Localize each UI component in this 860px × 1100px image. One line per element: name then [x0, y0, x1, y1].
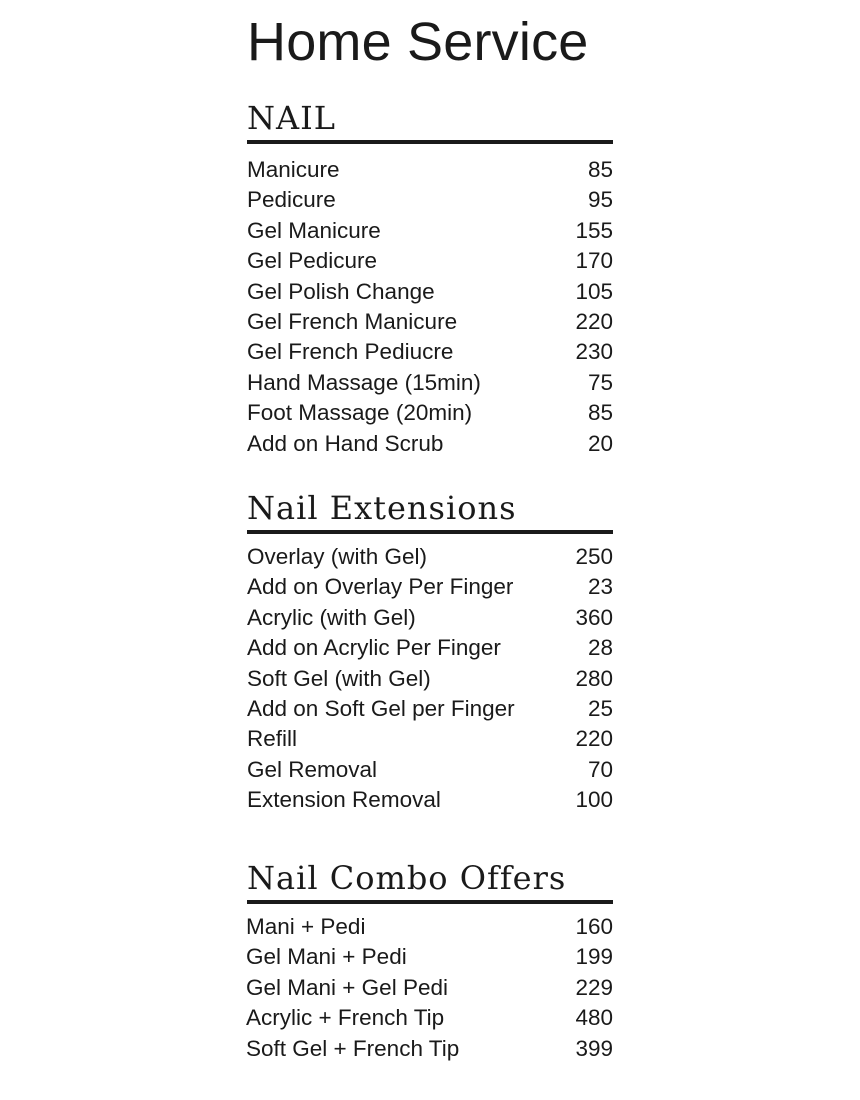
service-price: 229 [575, 974, 613, 1000]
service-price: 75 [587, 369, 613, 395]
service-price: 23 [587, 574, 613, 600]
service-price: 280 [575, 665, 613, 691]
service-name: Acrylic (with Gel) [247, 604, 416, 630]
service-row [247, 542, 613, 572]
service-row [246, 942, 613, 972]
service-name: Gel Manicure [247, 217, 381, 243]
service-name: Gel Mani + Gel Pedi [246, 974, 448, 1000]
service-row [247, 785, 613, 815]
service-row [247, 603, 613, 633]
service-row [247, 395, 613, 425]
service-price: 220 [575, 726, 613, 752]
nail-section [247, 100, 613, 456]
service-row [247, 243, 613, 273]
service-name: Hand Massage (15min) [247, 369, 481, 395]
service-name: Extension Removal [247, 787, 441, 813]
service-row [247, 633, 613, 663]
section-divider [247, 140, 613, 144]
service-name: Overlay (with Gel) [247, 544, 428, 569]
service-name: Foot Massage (20min) [247, 400, 473, 426]
service-row [247, 334, 613, 364]
service-row [247, 365, 613, 395]
service-row [247, 664, 613, 694]
service-name: Gel French Manicure [247, 308, 458, 334]
nail-extensions-section [247, 490, 613, 816]
service-row [246, 1034, 613, 1064]
service-row [247, 426, 613, 456]
service-list [247, 542, 613, 816]
service-name: Gel Pedicure [247, 248, 378, 274]
service-price: 220 [575, 308, 613, 334]
service-row [247, 274, 613, 304]
section-divider [247, 530, 613, 534]
service-row [246, 912, 613, 942]
service-name: Mani + Pedi [246, 914, 366, 939]
service-row [246, 973, 613, 1003]
section-divider [247, 900, 613, 904]
service-row [247, 572, 613, 602]
service-name: Soft Gel (with Gel) [247, 665, 431, 691]
nail-combo-offers-section [247, 860, 613, 1064]
service-price: 399 [575, 1035, 613, 1061]
service-price: 170 [575, 248, 613, 274]
service-price: 95 [587, 187, 613, 213]
service-name: Add on Acrylic Per Finger [247, 635, 501, 661]
service-name: Manicure [247, 157, 340, 182]
service-name: Gel Polish Change [247, 278, 435, 304]
service-name: Add on Soft Gel per Finger [247, 695, 515, 721]
service-price: 28 [587, 635, 613, 661]
service-row [247, 755, 613, 785]
service-name: Acrylic + French Tip [246, 1005, 445, 1031]
service-name: Add on Hand Scrub [247, 430, 444, 456]
service-name: Gel Mani + Pedi [246, 944, 407, 970]
service-row [247, 182, 613, 212]
service-price: 230 [575, 339, 613, 365]
service-price: 70 [587, 756, 613, 782]
service-name: Gel French Pediucre [247, 339, 454, 365]
service-price: 250 [575, 544, 613, 569]
service-price: 85 [587, 157, 613, 182]
service-name: Gel Removal [247, 756, 378, 782]
service-name: Soft Gel + French Tip [246, 1035, 460, 1061]
service-list [247, 152, 613, 456]
page-title: Home Service [247, 12, 589, 72]
service-row [247, 724, 613, 754]
service-price: 360 [575, 604, 613, 630]
service-price: 85 [587, 400, 613, 426]
section-heading: NAIL [247, 99, 336, 137]
service-price: 160 [575, 914, 613, 939]
service-row [247, 152, 613, 182]
service-price: 25 [587, 695, 613, 721]
service-row [247, 694, 613, 724]
service-price: 105 [575, 278, 613, 304]
section-heading: Nail Extensions [247, 489, 517, 527]
service-price: 480 [575, 1005, 613, 1031]
service-price: 155 [575, 217, 613, 243]
service-price: 20 [587, 430, 613, 456]
service-price: 100 [575, 787, 613, 813]
service-name: Refill [247, 726, 298, 752]
service-name: Add on Overlay Per Finger [247, 574, 514, 600]
section-heading: Nail Combo Offers [247, 859, 567, 897]
service-row [247, 213, 613, 243]
service-price: 199 [575, 944, 613, 970]
service-row [247, 304, 613, 334]
service-row [246, 1003, 613, 1033]
service-list [246, 912, 613, 1064]
service-name: Pedicure [247, 187, 336, 213]
